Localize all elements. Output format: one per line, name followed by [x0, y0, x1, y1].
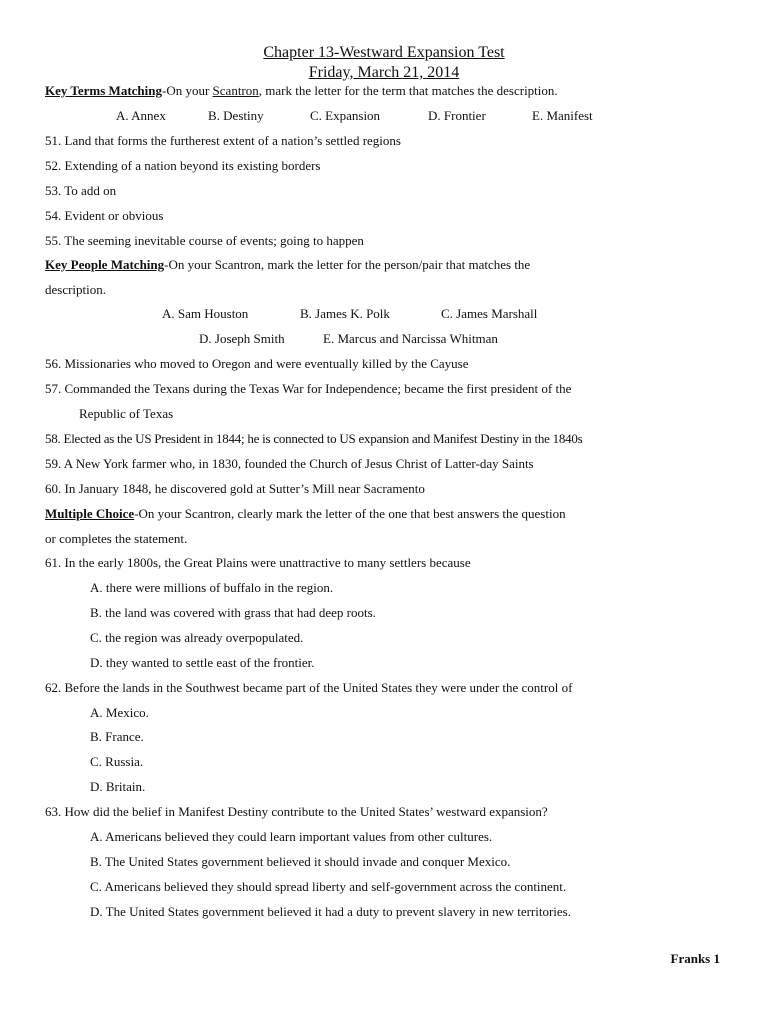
person-choice: B. James K. Polk — [300, 306, 390, 321]
question-58: 58. Elected as the US President in 1844; he is connected to US expansion and Manifest Destiny in the 1840s — [45, 431, 583, 446]
person-choice: D. Joseph Smith — [199, 331, 285, 346]
key-people-instructions: Key People Matching-On your Scantron, mark the letter for the person/pair that matches the — [45, 257, 531, 272]
key-terms-heading: Key Terms Matching — [45, 83, 162, 98]
question-57: 57. Commanded the Texans during the Texas War for Independence; became the first president of the — [45, 381, 572, 396]
key-people-heading: Key People Matching — [45, 257, 165, 272]
term-choice: A. Annex — [116, 108, 166, 123]
multiple-choice-heading: Multiple Choice — [45, 506, 135, 521]
question-59: 59. A New York farmer who, in 1830, founded the Church of Jesus Christ of Latter-day Saints — [45, 456, 534, 471]
answer-option: A. Mexico. — [90, 705, 149, 720]
question-61: 61. In the early 1800s, the Great Plains were unattractive to many settlers because — [45, 555, 471, 570]
question-52: 52. Extending of a nation beyond its existing borders — [45, 158, 321, 173]
question-53: 53. To add on — [45, 183, 117, 198]
question-63: 63. How did the belief in Manifest Destiny contribute to the United States’ westward expansion? — [45, 804, 548, 819]
person-choice: A. Sam Houston — [162, 306, 249, 321]
answer-option: D. they wanted to settle east of the frontier. — [90, 655, 315, 670]
page-footer: Franks 1 — [670, 951, 720, 966]
answer-option: C. Russia. — [90, 754, 144, 769]
answer-option: D. The United States government believed it had a duty to prevent slavery in new territories. — [90, 904, 571, 919]
page-date: Friday, March 21, 2014 — [308, 64, 460, 81]
answer-option: B. France. — [90, 729, 144, 744]
key-people-instructions-cont: description. — [45, 282, 107, 297]
answer-option: C. Americans believed they should spread liberty and self-government across the continent. — [90, 879, 567, 894]
answer-option: C. the region was already overpopulated. — [90, 630, 304, 645]
question-51: 51. Land that forms the furtherest extent of a nation’s settled regions — [45, 133, 401, 148]
question-54: 54. Evident or obvious — [45, 208, 164, 223]
key-terms-instructions: Key Terms Matching-On your Scantron, mark the letter for the term that matches the description. — [45, 83, 558, 98]
page-title: Chapter 13-Westward Expansion Test — [263, 44, 505, 61]
question-62: 62. Before the lands in the Southwest became part of the United States they were under the control of — [45, 680, 573, 695]
person-choice: C. James Marshall — [441, 306, 538, 321]
person-choice: E. Marcus and Narcissa Whitman — [323, 331, 498, 346]
answer-option: D. Britain. — [90, 779, 146, 794]
term-choice: D. Frontier — [428, 108, 486, 123]
term-choice: E. Manifest — [532, 108, 593, 123]
answer-option: A. Americans believed they could learn important values from other cultures. — [90, 829, 493, 844]
multiple-choice-instructions-cont: or completes the statement. — [45, 531, 188, 546]
multiple-choice-instructions: Multiple Choice-On your Scantron, clearly mark the letter of the one that best answers the question — [45, 506, 566, 521]
question-56: 56. Missionaries who moved to Oregon and were eventually killed by the Cayuse — [45, 356, 469, 371]
term-choice: C. Expansion — [310, 108, 381, 123]
question-60: 60. In January 1848, he discovered gold at Sutter’s Mill near Sacramento — [45, 481, 425, 496]
answer-option: B. the land was covered with grass that had deep roots. — [90, 605, 376, 620]
question-55: 55. The seeming inevitable course of events; going to happen — [45, 233, 364, 248]
question-57-cont: Republic of Texas — [79, 406, 174, 421]
answer-option: B. The United States government believed it should invade and conquer Mexico. — [90, 854, 511, 869]
answer-option: A. there were millions of buffalo in the region. — [90, 580, 334, 595]
term-choice: B. Destiny — [208, 108, 264, 123]
